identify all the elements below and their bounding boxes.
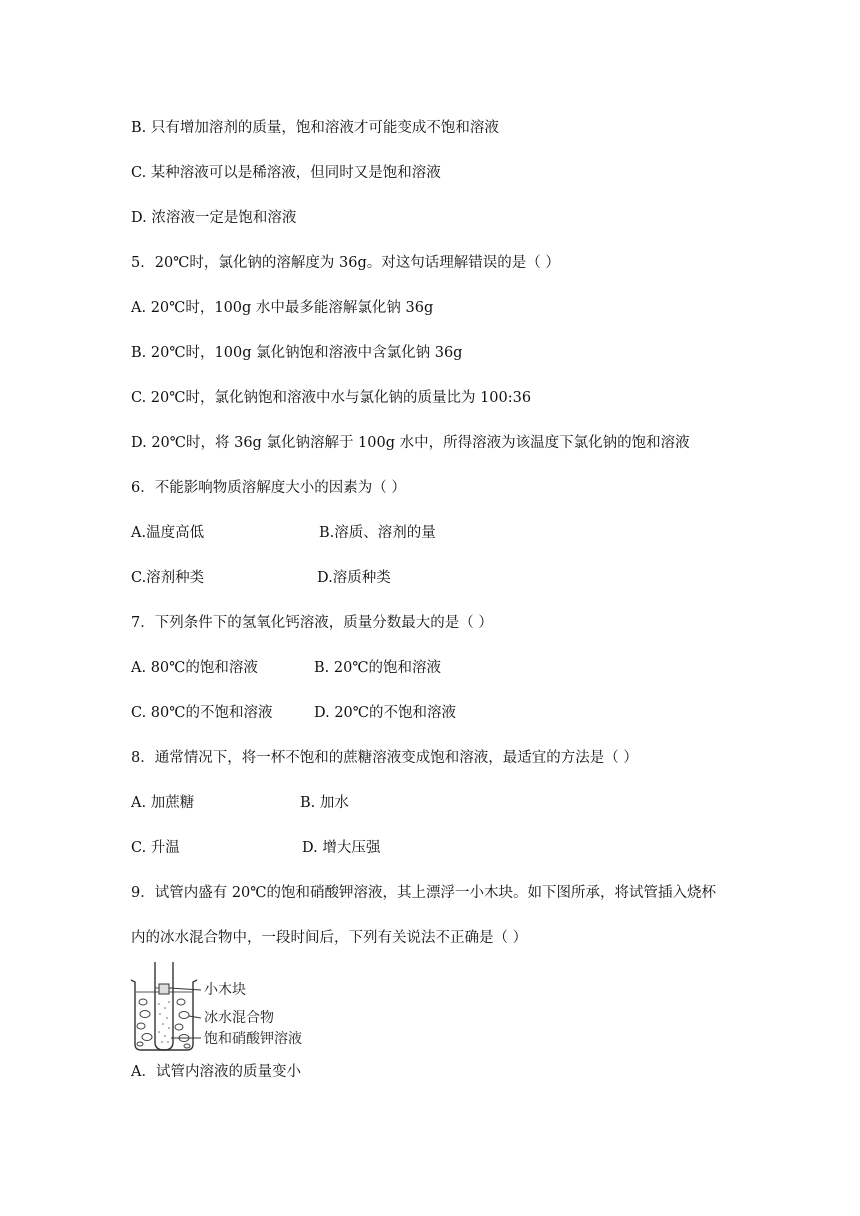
q7-stem: 7．下列条件下的氢氧化钙溶液，质量分数最大的是（ ） (131, 615, 493, 631)
label-small-block: 小木块 (204, 982, 246, 998)
q6-option-b: B.溶质、溶剂的量 (319, 525, 436, 541)
q8-option-a: A. 加蔗糖 (131, 795, 195, 811)
q5-stem: 5．20℃时，氯化钠的溶解度为 36g。对这句话理解错误的是（ ） (131, 255, 560, 271)
q4-option-d: D. 浓溶液一定是饱和溶液 (131, 210, 297, 226)
q6-stem: 6．不能影响物质溶解度大小的因素为（ ） (131, 480, 406, 496)
label-saturated-solution: 饱和硝酸钾溶液 (204, 1031, 302, 1047)
q5-option-a: A. 20℃时，100g 水中最多能溶解氯化钠 36g (131, 300, 434, 316)
solution-particles (158, 1001, 170, 1043)
q6-option-a: A.温度高低 (131, 525, 205, 541)
q4-option-b: B. 只有增加溶剂的质量，饱和溶液才可能变成不饱和溶液 (131, 120, 499, 136)
q5-option-b: B. 20℃时，100g 氯化钠饱和溶液中含氯化钠 36g (131, 345, 463, 361)
q6-option-c: C.溶剂种类 (131, 570, 205, 586)
q9-stem-line-1: 9．试管内盛有 20℃的饱和硝酸钾溶液，其上漂浮一小木块。如下图所承，将试管插入烧杯 (131, 885, 717, 901)
q7-option-b: B. 20℃的饱和溶液 (314, 660, 442, 676)
q7-option-a: A. 80℃的饱和溶液 (131, 660, 258, 676)
q9-beaker-figure (127, 958, 327, 1054)
q9-stem-line-2: 内的冰水混合物中，一段时间后，下列有关说法不正确是（ ） (131, 930, 528, 946)
q9-option-a: A．试管内溶液的质量变小 (131, 1064, 301, 1080)
leader-ice (189, 1016, 201, 1018)
beaker-diagram (127, 958, 327, 1054)
q8-option-d: D. 增大压强 (302, 840, 381, 856)
test-tube (155, 962, 173, 1050)
leader-block (169, 988, 201, 990)
wooden-block (159, 984, 169, 994)
q7-option-c: C. 80℃的不饱和溶液 (131, 705, 273, 721)
q5-option-d: D. 20℃时，将 36g 氯化钠溶解于 100g 水中，所得溶液为该温度下氯化钠的饱和溶液 (131, 435, 690, 451)
q4-option-c: C. 某种溶液可以是稀溶液，但同时又是饱和溶液 (131, 165, 441, 181)
q8-option-b: B. 加水 (300, 795, 349, 811)
q8-stem: 8．通常情况下，将一杯不饱和的蔗糖溶液变成饱和溶液，最适宜的方法是（ ） (131, 750, 638, 766)
q6-option-d: D.溶质种类 (317, 570, 391, 586)
q5-option-c: C. 20℃时，氯化钠饱和溶液中水与氯化钠的质量比为 100:36 (131, 390, 532, 406)
q8-option-c: C. 升温 (131, 840, 180, 856)
q7-option-d: D. 20℃的不饱和溶液 (314, 705, 456, 721)
label-ice-water: 冰水混合物 (204, 1010, 274, 1026)
